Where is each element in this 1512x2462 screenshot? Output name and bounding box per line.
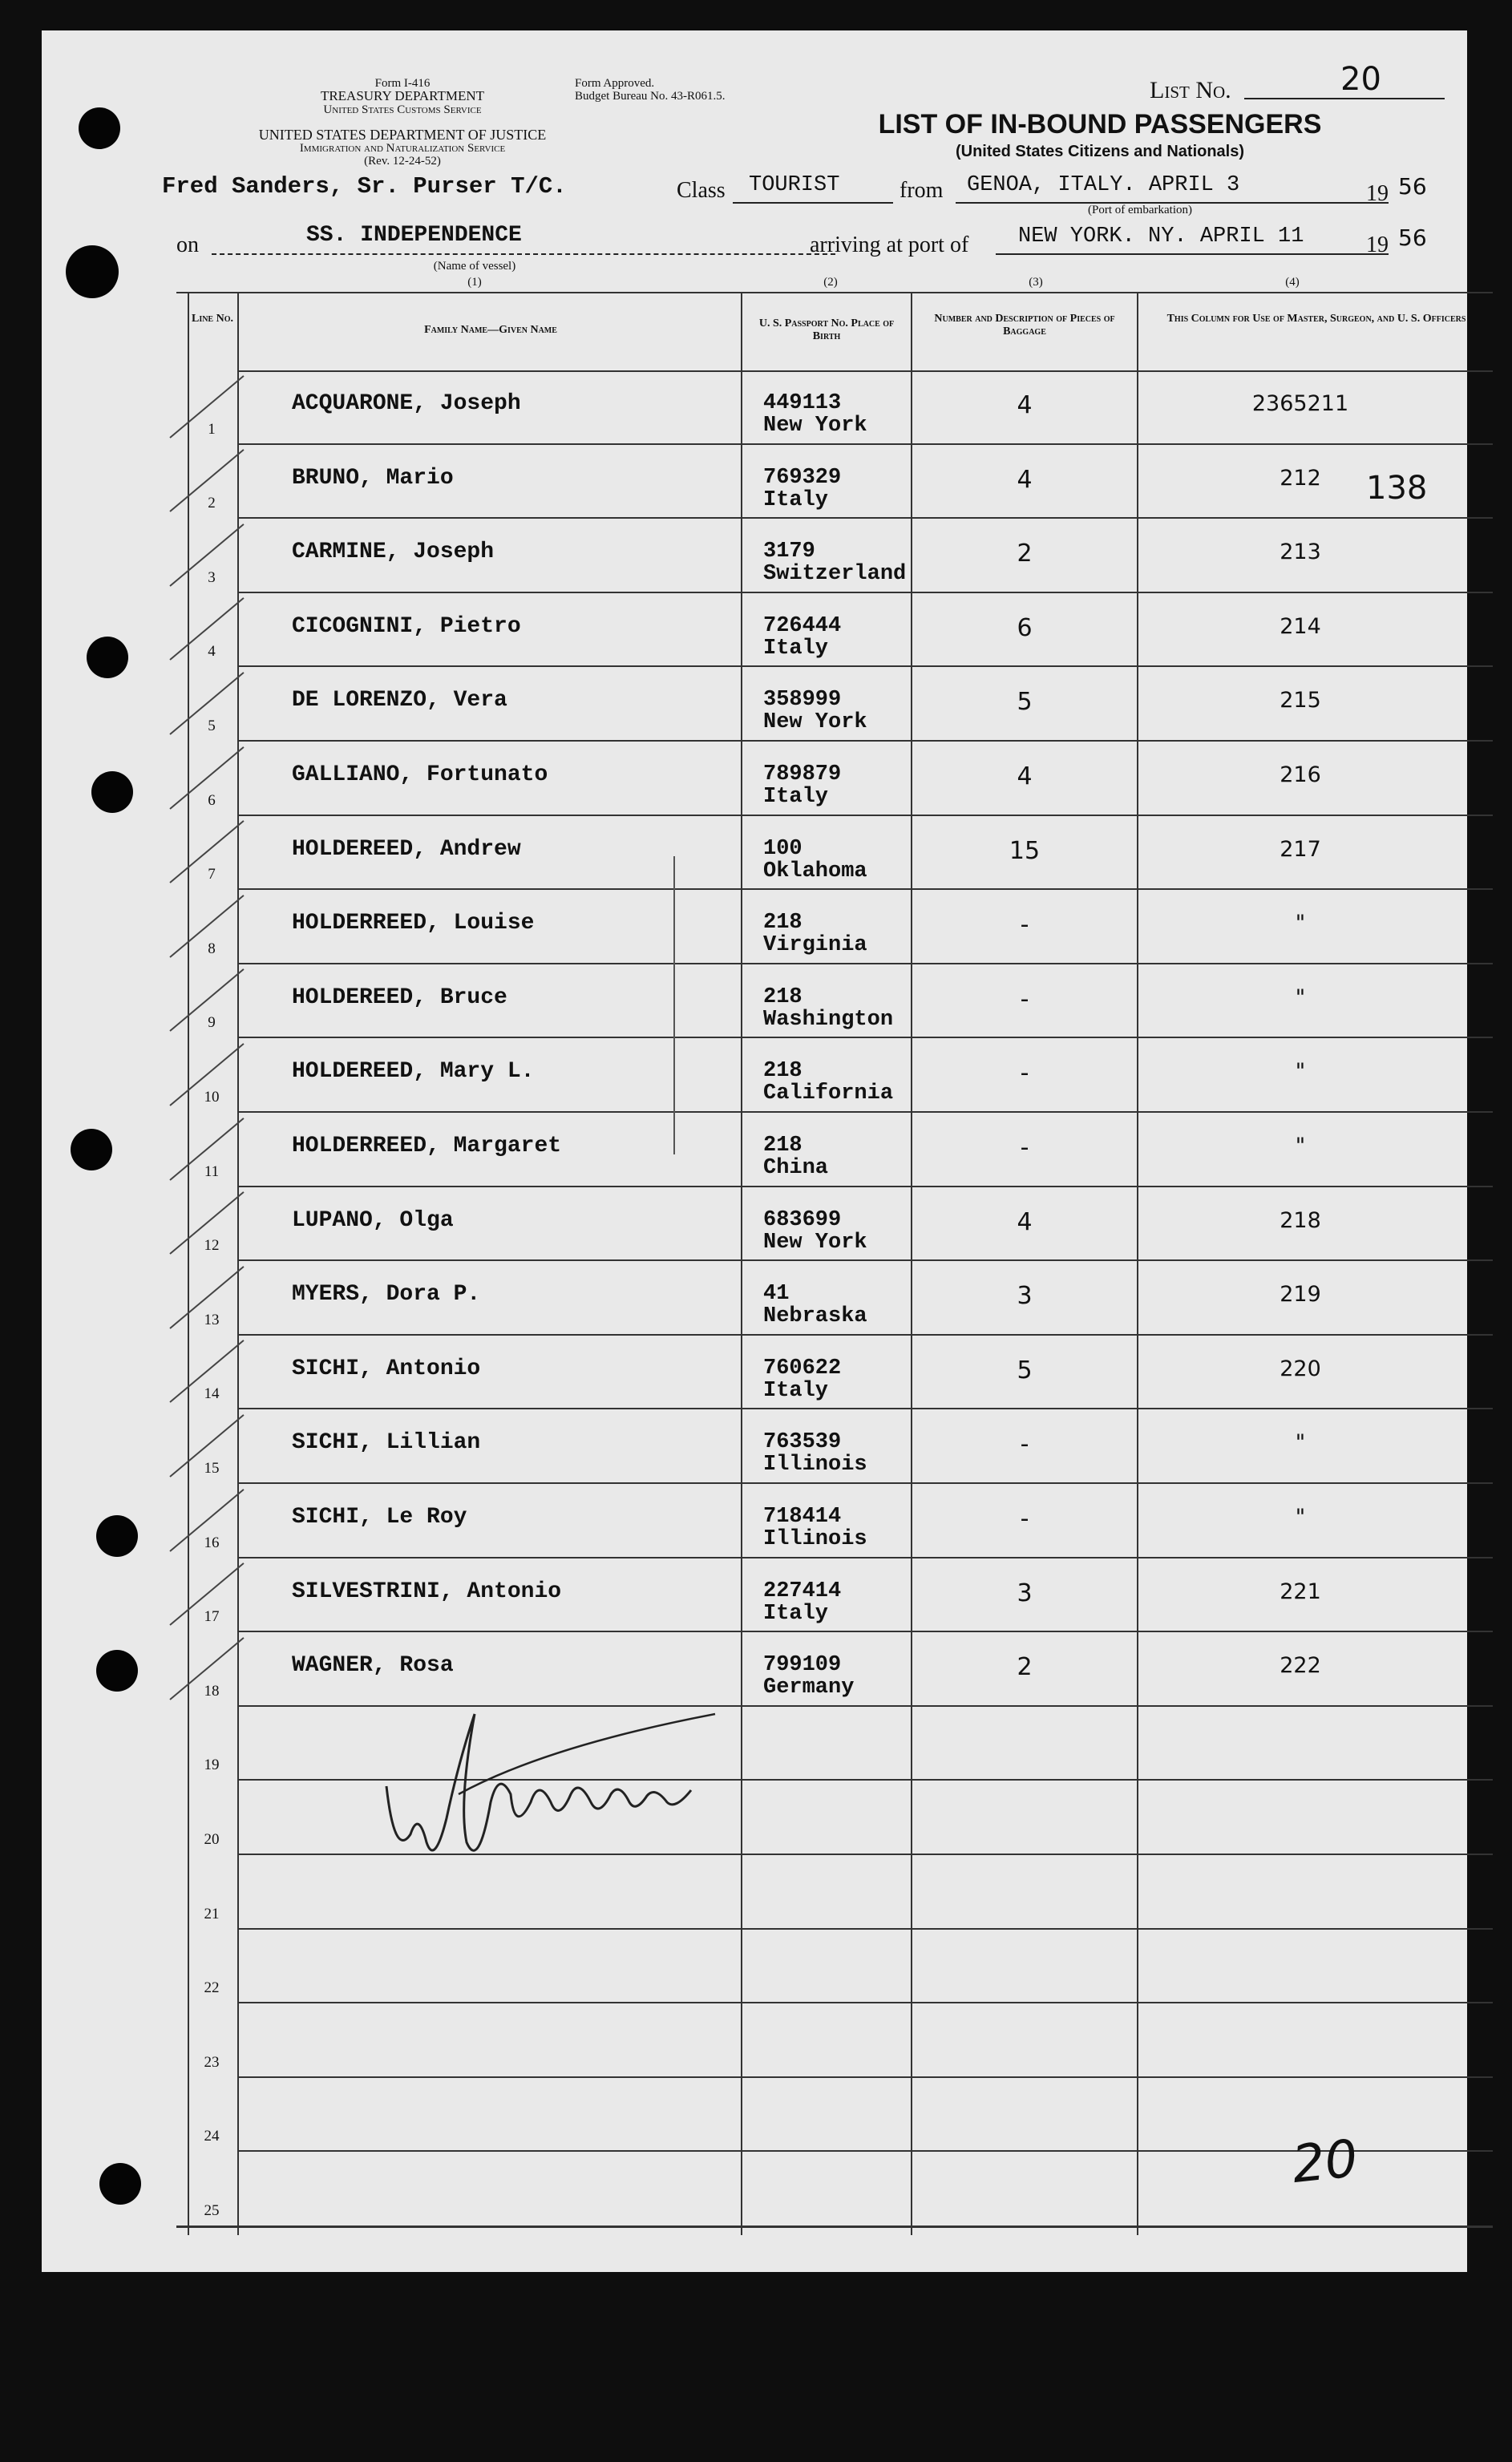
baggage-count: 3 — [1017, 1282, 1033, 1311]
passenger-name: SILVESTRINI, Antonio — [292, 1579, 562, 1604]
baggage-count: - — [1020, 984, 1029, 1013]
arriving-label: arriving at port of — [810, 232, 969, 257]
officer-number: 219 — [1280, 1282, 1321, 1308]
officer-number: 222 — [1280, 1653, 1321, 1679]
place-of-birth: Germany — [763, 1676, 855, 1700]
line-number: 25 — [204, 2201, 220, 2219]
class-underline — [733, 202, 893, 204]
line-number: 13 — [204, 1311, 220, 1328]
passenger-name: BRUNO, Mario — [292, 465, 454, 491]
passenger-name: SICHI, Antonio — [292, 1356, 481, 1381]
class-value: TOURIST — [749, 173, 840, 197]
col-num-2: (2) — [823, 276, 838, 289]
passport-number: 718414 — [763, 1505, 842, 1529]
punch-hole — [66, 245, 119, 298]
baggage-count: 4 — [1017, 391, 1033, 419]
line-number: 18 — [204, 1682, 220, 1700]
table-top-border — [176, 292, 1493, 293]
passenger-name: GALLIANO, Fortunato — [292, 762, 548, 787]
class-label: Class — [677, 178, 726, 203]
baggage-count: - — [1020, 1505, 1029, 1533]
officer-number: 215 — [1280, 688, 1321, 714]
form-approved: Form Approved. — [575, 77, 655, 90]
table-row — [42, 890, 1467, 964]
table-row — [42, 1632, 1467, 1707]
passport-number: 218 — [763, 911, 802, 936]
table-row — [42, 816, 1467, 891]
line-number: 20 — [204, 1830, 220, 1848]
line-number: 12 — [204, 1237, 220, 1255]
place-of-birth: Illinois — [763, 1527, 867, 1551]
officer-number: " — [1295, 911, 1306, 936]
passenger-name: HOLDERREED, Margaret — [292, 1134, 562, 1158]
baggage-count: 5 — [1017, 1356, 1033, 1385]
vessel-name: SS. INDEPENDENCE — [306, 223, 522, 248]
margin-number: 138 — [1366, 470, 1428, 507]
passenger-name: DE LORENZO, Vera — [292, 688, 507, 714]
officer-number: 220 — [1280, 1356, 1321, 1381]
officer-number: " — [1295, 984, 1306, 1010]
table-row — [42, 667, 1467, 742]
passport-number: 41 — [763, 1282, 790, 1307]
passenger-name: SICHI, Le Roy — [292, 1505, 467, 1530]
line-number: 4 — [208, 643, 216, 661]
ins-service: Immigration and Naturalization Service — [299, 142, 506, 155]
officer-number: 218 — [1280, 1207, 1321, 1233]
officer-number: " — [1295, 1134, 1306, 1158]
arrival-year: 56 — [1398, 224, 1427, 251]
officer-signature — [338, 1682, 739, 1882]
passenger-name: HOLDERREED, Louise — [292, 911, 535, 936]
place-of-birth: New York — [763, 1230, 867, 1255]
baggage-count: - — [1020, 1134, 1029, 1162]
line-number: 22 — [204, 1979, 220, 1997]
passport-number: 227414 — [763, 1579, 842, 1603]
from-year: 56 — [1398, 173, 1427, 200]
place-of-birth: Italy — [763, 1378, 829, 1403]
baggage-count: 15 — [1009, 836, 1041, 865]
passenger-name: ACQUARONE, Joseph — [292, 391, 521, 416]
table-row — [42, 1187, 1467, 1262]
passport-number: 218 — [763, 1059, 802, 1084]
line-number: 10 — [204, 1088, 220, 1106]
table-row — [42, 2078, 1467, 2153]
passenger-list-sheet — [42, 30, 1467, 2272]
passport-number: 218 — [763, 1134, 802, 1158]
officer-number: 214 — [1280, 613, 1321, 639]
baggage-count: 4 — [1017, 762, 1033, 790]
line-number: 15 — [204, 1459, 220, 1477]
from-label: from — [900, 178, 944, 203]
form-number: Form I-416 — [374, 77, 431, 90]
family-bracket-mark — [673, 856, 675, 1154]
table-row — [42, 1855, 1467, 1930]
header-family-name: Family Name—Given Name — [424, 324, 557, 336]
passenger-name: HOLDEREED, Bruce — [292, 984, 507, 1010]
table-row — [42, 1930, 1467, 2004]
arrival-underline — [996, 253, 1389, 255]
passenger-name: HOLDEREED, Mary L. — [292, 1059, 535, 1085]
line-number: 5 — [208, 717, 216, 734]
passenger-name: HOLDEREED, Andrew — [292, 836, 521, 862]
place-of-birth: Switzerland — [763, 562, 907, 587]
place-of-birth: Italy — [763, 785, 829, 809]
place-of-birth: New York — [763, 414, 867, 438]
bottom-handwritten-number: 20 — [1289, 2128, 1361, 2196]
officer-number: 221 — [1280, 1579, 1321, 1604]
table-row — [42, 1261, 1467, 1336]
passenger-name: CARMINE, Joseph — [292, 540, 495, 565]
place-of-birth: New York — [763, 710, 867, 735]
table-row — [42, 445, 1467, 519]
passport-number: 3179 — [763, 540, 815, 564]
treasury-dept: TREASURY DEPARTMENT — [320, 88, 485, 103]
line-number: 23 — [204, 2053, 220, 2071]
baggage-count: 6 — [1017, 613, 1033, 642]
passport-number: 218 — [763, 984, 802, 1009]
passport-number: 763539 — [763, 1430, 842, 1455]
passenger-name: LUPANO, Olga — [292, 1207, 454, 1233]
passport-number: 100 — [763, 836, 802, 861]
list-number: 20 — [1340, 61, 1381, 98]
line-number: 2 — [208, 495, 216, 512]
vessel-note: (Name of vessel) — [433, 260, 516, 273]
purser-name: Fred Sanders, Sr. Purser T/C. — [162, 173, 567, 200]
header-line-no: Line No. — [191, 313, 233, 325]
place-of-birth: Illinois — [763, 1453, 867, 1478]
officer-number: " — [1295, 1059, 1306, 1085]
line-number: 3 — [208, 568, 216, 586]
passenger-name: WAGNER, Rosa — [292, 1653, 454, 1679]
baggage-count: - — [1020, 1430, 1029, 1459]
line-number: 1 — [208, 420, 216, 438]
place-of-birth: California — [763, 1081, 894, 1106]
budget-bureau: Budget Bureau No. 43-R061.5. — [575, 90, 726, 103]
passport-number: 683699 — [763, 1207, 842, 1232]
officer-number: 2365211 — [1251, 391, 1349, 416]
table-row — [42, 593, 1467, 668]
table-row — [42, 964, 1467, 1039]
table-row — [42, 1113, 1467, 1187]
place-of-birth: Italy — [763, 1601, 829, 1626]
baggage-count: 3 — [1017, 1579, 1033, 1607]
vessel-underline — [212, 253, 835, 255]
officer-number: " — [1295, 1505, 1306, 1530]
arrival-port: NEW YORK. NY. APRIL 11 — [1018, 224, 1304, 249]
list-no-label: List No. — [1150, 77, 1231, 103]
place-of-birth: Italy — [763, 636, 829, 661]
header-officers: This Column for Use of Master, Surgeon, and U. S. Officers — [1166, 313, 1466, 325]
baggage-count: - — [1020, 911, 1029, 940]
line-number: 21 — [204, 1905, 220, 1922]
port-note: (Port of embarkation) — [1088, 204, 1192, 216]
table-row — [42, 1409, 1467, 1484]
line-number: 6 — [208, 791, 216, 809]
line-number: 9 — [208, 1014, 216, 1032]
passport-number: 799109 — [763, 1653, 842, 1678]
line-number: 16 — [204, 1534, 220, 1551]
passport-number: 760622 — [763, 1356, 842, 1381]
passport-number: 789879 — [763, 762, 842, 786]
baggage-count: 4 — [1017, 1207, 1033, 1236]
passenger-name: SICHI, Lillian — [292, 1430, 481, 1456]
document-title: LIST OF IN-BOUND PASSENGERS — [878, 109, 1322, 139]
table-row — [42, 1707, 1467, 1781]
list-no-underline — [1244, 98, 1445, 99]
line-number: 19 — [204, 1757, 220, 1774]
officer-number: 212 — [1280, 465, 1321, 491]
place-of-birth: Italy — [763, 487, 829, 512]
table-row — [42, 1781, 1467, 1855]
on-label: on — [176, 232, 199, 257]
place-of-birth: Virginia — [763, 933, 867, 958]
embarkation-port: GENOA, ITALY. APRIL 3 — [967, 173, 1240, 197]
officer-number: 213 — [1280, 540, 1321, 565]
table-row — [42, 2003, 1467, 2078]
col-num-4: (4) — [1285, 276, 1300, 289]
place-of-birth: Washington — [763, 1007, 894, 1032]
punch-hole — [79, 107, 120, 149]
officer-number: " — [1295, 1430, 1306, 1456]
line-number: 14 — [204, 1385, 220, 1403]
line-number: 17 — [204, 1608, 220, 1626]
passport-number: 358999 — [763, 688, 842, 713]
table-row — [42, 2152, 1467, 2226]
line-number: 11 — [204, 1162, 220, 1180]
passport-number: 726444 — [763, 613, 842, 638]
place-of-birth: Nebraska — [763, 1304, 867, 1329]
baggage-count: 4 — [1017, 465, 1033, 494]
col-num-1: (1) — [467, 276, 482, 289]
from-year-prefix: 19 — [1366, 181, 1389, 206]
line-number: 8 — [208, 940, 216, 957]
place-of-birth: Oklahoma — [763, 859, 867, 883]
table-row — [42, 742, 1467, 816]
justice-dept: UNITED STATES DEPARTMENT OF JUSTICE — [258, 127, 547, 143]
passport-number: 449113 — [763, 391, 842, 415]
table-row — [42, 1558, 1467, 1633]
officer-number: 217 — [1280, 836, 1321, 862]
baggage-count: 2 — [1017, 540, 1033, 568]
baggage-count: 2 — [1017, 1653, 1033, 1682]
form-revision: (Rev. 12-24-52) — [364, 155, 441, 168]
line-number: 7 — [208, 866, 216, 883]
passenger-name: CICOGNINI, Pietro — [292, 613, 521, 639]
baggage-count: - — [1020, 1059, 1029, 1088]
customs-service: United States Customs Service — [323, 103, 482, 116]
table-row — [42, 1038, 1467, 1113]
header-baggage: Number and Description of Pieces of Baggage — [934, 313, 1115, 338]
place-of-birth: China — [763, 1156, 829, 1180]
passenger-name: MYERS, Dora P. — [292, 1282, 481, 1308]
document-subtitle: (United States Citizens and Nationals) — [955, 143, 1245, 160]
table-row — [42, 1484, 1467, 1558]
header-passport: U. S. Passport No. Place of Birth — [758, 317, 895, 342]
arrival-year-prefix: 19 — [1366, 232, 1389, 257]
baggage-count: 5 — [1017, 688, 1033, 717]
table-row — [42, 519, 1467, 593]
line-number: 24 — [204, 2128, 220, 2145]
officer-number: 216 — [1280, 762, 1321, 787]
table-row — [42, 1336, 1467, 1410]
col-num-3: (3) — [1029, 276, 1043, 289]
table-row — [42, 370, 1467, 445]
passport-number: 769329 — [763, 465, 842, 490]
